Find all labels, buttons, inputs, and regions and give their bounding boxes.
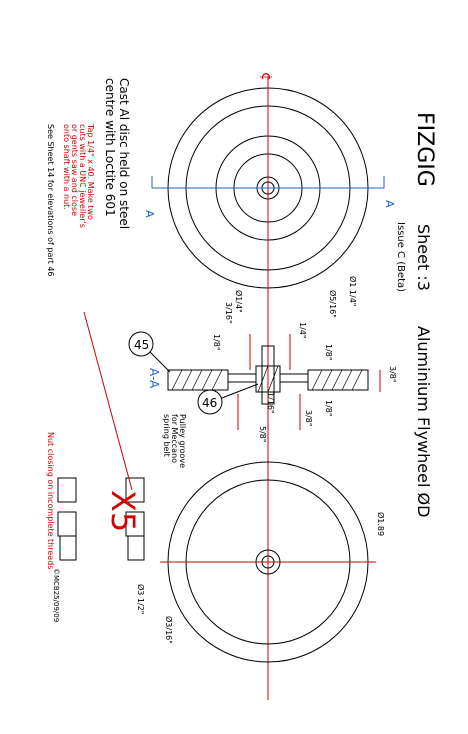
centre-line-mark: ¢ [258, 72, 274, 81]
dim-d1-89: Ø1.89 [376, 512, 385, 537]
dim-d5-16: Ø5/16" [328, 290, 337, 318]
dim-d1-1-4: Ø1 1/4" [348, 276, 357, 307]
notes [46, 78, 187, 622]
detail-scale: X5 [104, 490, 142, 533]
section-mark-right: A [383, 200, 396, 208]
dim-dquarter: Ø1/4" [234, 290, 243, 313]
dim-3-16: 3/16" [224, 302, 233, 324]
detail-nut-left [58, 478, 76, 502]
dim-d3-16b: Ø3/16" [164, 616, 173, 644]
detail-nut-left-lower [58, 512, 76, 536]
section-mark-left: A [143, 210, 156, 218]
dim-5-8: 5/8" [258, 426, 267, 443]
balloon-46-leader [222, 384, 258, 398]
note-see-sheet: See Sheet 14 for elevations of part 46 [46, 124, 55, 277]
detail-shaft-left [60, 536, 76, 560]
note-tap-1: Tap 1/4" x 40. Make two [86, 124, 95, 220]
note-cast-2: centre with Loctite 601 [103, 78, 117, 217]
dim-3-8: 3/8" [388, 366, 397, 383]
note-pulley-1: Pulley groove [178, 414, 187, 469]
balloon-45-label: 45 [134, 338, 150, 352]
note-tap-3: or gents saw and close [70, 124, 79, 216]
dim-1-4b: 1/4" [298, 322, 307, 339]
note-tap-2: cuts with a UNC jeweller's [78, 124, 87, 228]
dim-1-8b: 1/8" [324, 344, 333, 361]
title-block [395, 112, 437, 517]
note-pulley-2: for Meccano [170, 414, 179, 464]
dim-1-8a: 1/8" [212, 334, 221, 351]
dim-1-8c: 1/8" [324, 400, 333, 417]
note-cast-1: Cast Al disc held on steel [117, 78, 131, 230]
note-pulley-3: spring belt [162, 414, 171, 457]
drawing-part-name: Aluminium Flywheel ØD [414, 326, 433, 518]
detail-shaft-right [128, 536, 144, 560]
note-tap-4: onto shaft with a nut. [62, 124, 71, 210]
drawing-sheet: Sheet :3 [414, 224, 433, 291]
note-nut: Nut closing on incomplete threads [46, 432, 55, 570]
section-left-web [228, 374, 256, 382]
drawing-title: FIZGIG [412, 112, 437, 187]
note-copyright: ©MCB25/09/09 [52, 568, 60, 623]
dim-3-8b: 3/8" [304, 410, 313, 427]
drawing-issue: Issue C (Beta) [395, 222, 406, 293]
detail-callout-line [84, 312, 132, 490]
balloon-46-label: 46 [202, 396, 218, 410]
dim-d3-1-2: Ø3 1/2" [136, 584, 145, 615]
thread-detail [58, 312, 144, 560]
section-view-label: A-A [147, 368, 161, 389]
dim-1-16: 1/16" [266, 392, 275, 414]
section-right-web [280, 374, 308, 382]
